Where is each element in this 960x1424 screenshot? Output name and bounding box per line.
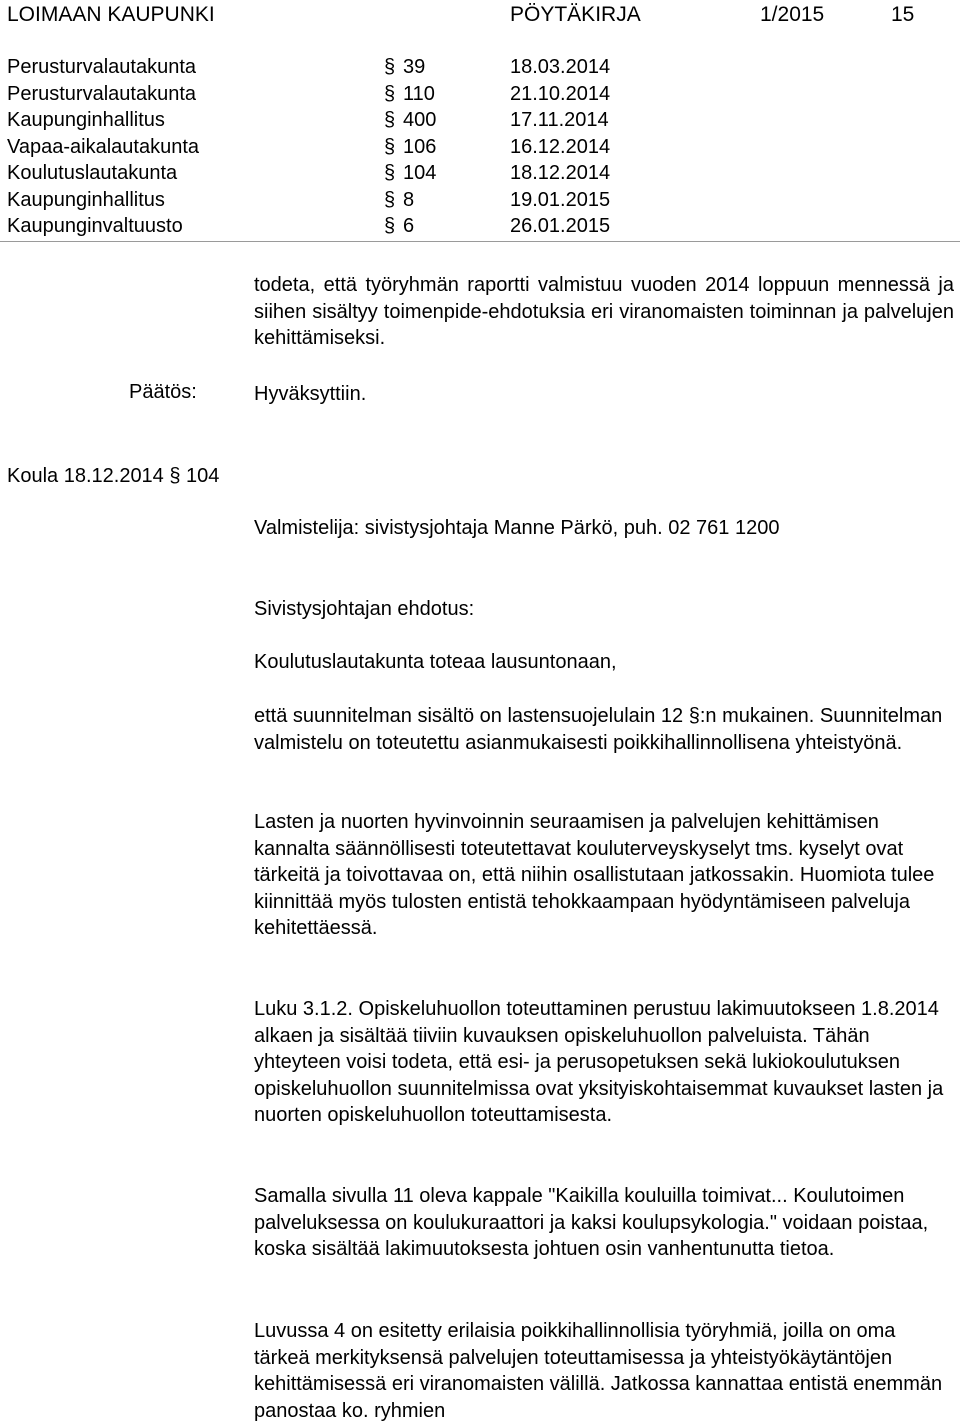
reference-number: 106 <box>403 135 437 158</box>
section-sign: § <box>384 56 396 78</box>
reference-number: 39 <box>403 56 426 78</box>
section-sign: § <box>384 82 396 105</box>
reference-body: Vapaa-aikalautakunta <box>7 135 199 158</box>
section-sign: § <box>384 162 396 184</box>
reference-list <box>0 56 960 242</box>
reference-row <box>0 215 960 242</box>
page-number: 15 <box>891 3 915 26</box>
reference-number: 8 <box>403 188 415 211</box>
reference-date: 17.11.2014 <box>510 109 609 131</box>
reference-row <box>0 189 960 216</box>
reference-number: 6 <box>403 215 415 237</box>
reference-date: 16.12.2014 <box>510 135 611 158</box>
page-header <box>0 0 960 30</box>
body-paragraph: Luku 3.1.2. Opiskeluhuollon toteuttaminen perustuu lakimuutokseen 1.8.2014 alkaen ja sisältää tiiviin kuvauksen opiskeluhuollon palveluista. Tähän yhteyteen voisi todeta, että esi- ja perusopetuksen sekä lukiokoulutuksen opiskeluhuollon suunnitelmissa ovat yksityiskohtaisemmat kuvaukset lasten ja nuorten opiskeluhuollon toteuttamisesta. <box>254 998 944 1126</box>
reference-row <box>0 83 960 110</box>
reference-body: Kaupunginhallitus <box>7 188 165 211</box>
reference-date: 21.10.2014 <box>510 82 611 105</box>
document-number: 1/2015 <box>760 3 825 26</box>
reference-number: 110 <box>403 82 435 105</box>
body-paragraph: että suunnitelman sisältö on lastensuojelulain 12 §:n mukainen. Suunnitelman valmistelu on toteutettu asianmukaisesti poikkihallinnollisena yhteistyönä. <box>254 705 943 754</box>
document-type: PÖYTÄKIRJA <box>510 3 641 26</box>
section-sign: § <box>384 215 396 237</box>
section-sign: § <box>384 109 396 131</box>
reference-date: 18.03.2014 <box>510 56 611 78</box>
body-paragraph: Lasten ja nuorten hyvinvoinnin seuraamisen ja palvelujen kehittämisen kannalta säännöllisesti toteutettavat kouluterveyskyselyt tms. kyselyt ovat tärkeitä ja toivottavaa on, että niihin osallistutaan jatkossakin. Huomiota tulee kiinnittää myös tulosten entistä tehokkaampaan hyödyntämiseen palveluja kehitettäessä. <box>254 811 935 939</box>
decision-text: Hyväksyttiin. <box>254 383 367 405</box>
reference-body: Perusturvalautakunta <box>7 56 197 78</box>
reference-number: 104 <box>403 162 437 184</box>
reference-body: Kaupunginhallitus <box>7 109 165 131</box>
section-sign: § <box>384 188 396 211</box>
reference-number: 400 <box>403 109 437 131</box>
reference-body: Perusturvalautakunta <box>7 82 197 105</box>
proposal-heading: Sivistysjohtajan ehdotus: <box>254 598 475 620</box>
reference-row <box>0 136 960 163</box>
body-paragraph: Luvussa 4 on esitetty erilaisia poikkihallinnollisia työryhmiä, joilla on oma tärkeä merkityksensä palvelujen toteuttamisessa ja yhteistyökäytäntöjen kehittämisessä eri viranomaisten välillä. Jatkossa kannattaa entistä enemmän panostaa ko. ryhmien <box>254 1320 943 1422</box>
organization-name: LOIMAAN KAUPUNKI <box>7 3 215 26</box>
section-sign: § <box>384 135 396 158</box>
preparer-line: Valmistelija: sivistysjohtaja Manne Pärkö, puh. 02 761 1200 <box>254 517 780 539</box>
decision-label: Päätös: <box>129 381 197 403</box>
body-paragraph: Samalla sivulla 11 oleva kappale "Kaikilla kouluilla toimivat... Koulutoimen palveluksessa on koulukuraattori ja kaksi koulupsykologia." voidaan poistaa, koska sisältää lakimuutoksesta johtuen osin vanhentunutta tietoa. <box>254 1185 929 1260</box>
reference-divider <box>0 241 960 242</box>
reference-body: Koulutuslautakunta <box>7 162 178 184</box>
koula-heading: Koula 18.12.2014 § 104 <box>7 465 220 487</box>
reference-date: 19.01.2015 <box>510 188 611 211</box>
statement-intro: Koulutuslautakunta toteaa lausuntonaan, <box>254 651 617 673</box>
reference-row <box>0 162 960 189</box>
reference-body: Kaupunginvaltuusto <box>7 215 183 237</box>
intro-paragraph: todeta, että työryhmän raportti valmistuu vuoden 2014 loppuun mennessä ja siihen sisältyy toimenpide-ehdotuksia eri viranomaisten toiminnan ja palvelujen kehittämiseksi. <box>254 274 954 349</box>
reference-row <box>0 109 960 136</box>
reference-date: 26.01.2015 <box>510 215 611 237</box>
reference-row <box>0 56 960 83</box>
reference-date: 18.12.2014 <box>510 162 611 184</box>
